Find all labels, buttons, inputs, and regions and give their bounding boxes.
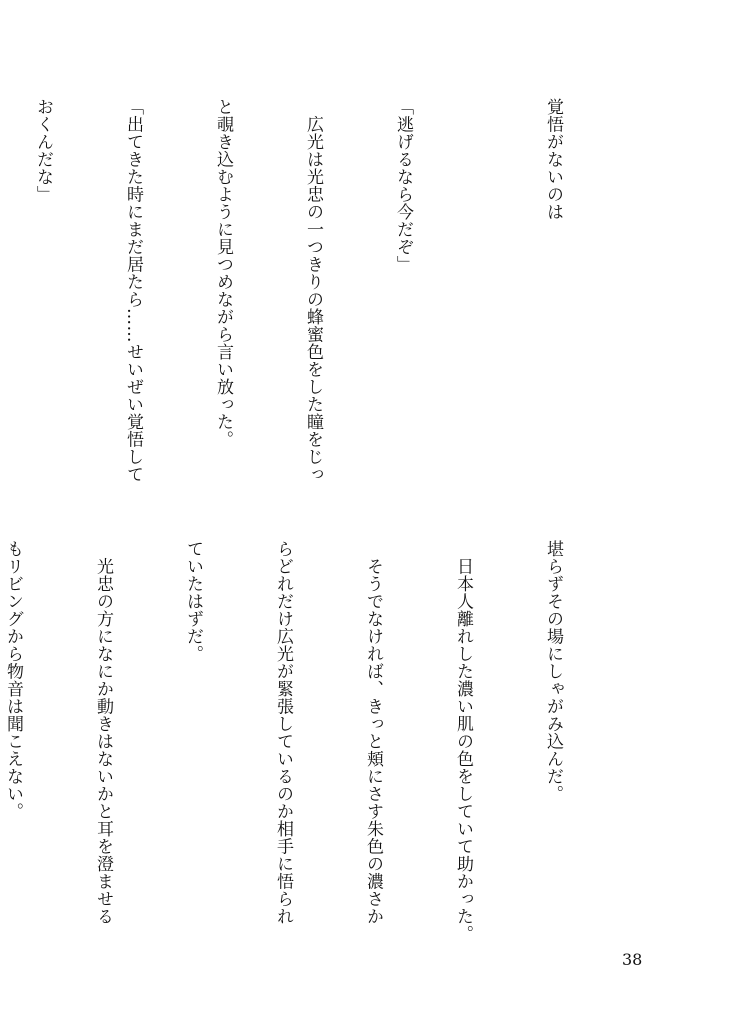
text-line: もリビングから物音は聞こえない。 [3,540,23,820]
text-line: 広光は光忠の一つきりの蜂蜜色をした瞳をじっ [303,98,323,483]
text-line: 光忠の方になにか動きはないかと耳を澄ませる [93,540,113,925]
text-line: 日本人離れした濃い肌の色をしていて助かった。 [453,540,473,943]
text-line: ていたはずだ。 [183,540,203,663]
text-line: 「出てきた時にまだ居たら……せいぜい覚悟して [123,98,143,483]
page-number: 38 [622,950,643,969]
text-line: そうでなければ、きっと頬にさす朱色の濃さか [363,540,383,925]
text-line: おくんだな」 [33,98,53,203]
text-line: 覚悟がないのは [543,98,563,221]
text-line: らどれだけ広光が緊張しているのか相手に悟られ [273,540,293,925]
text-line: 「逃げるなら今だぞ」 [393,98,413,273]
text-line: と覗き込むように見つめながら言い放った。 [213,98,233,448]
bottom-text-block [0,540,628,970]
top-text-block [0,98,628,518]
text-line: 堪らずその場にしゃがみ込んだ。 [543,540,563,803]
